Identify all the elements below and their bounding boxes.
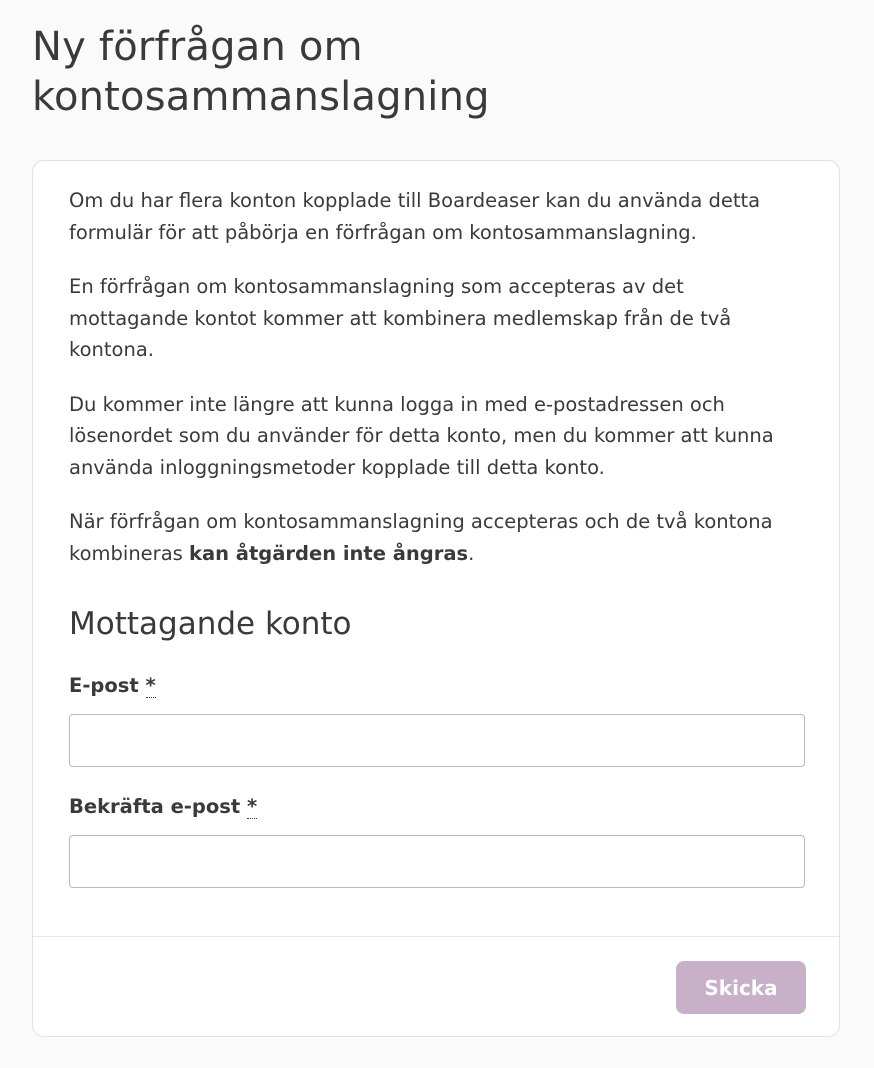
merge-request-card — [32, 160, 840, 1037]
intro-paragraph: Om du har flera konton kopplade till Boardeaser kan du använda detta formulär för att påbörja en förfrågan om kontosammanslagning. — [69, 189, 761, 244]
email-label-text: E-post — [69, 674, 139, 697]
card-footer-divider — [33, 936, 839, 937]
confirm-email-field[interactable] — [69, 835, 805, 888]
card-body — [69, 185, 809, 644]
warning-suffix: . — [468, 541, 475, 565]
required-marker: * — [246, 795, 258, 818]
warning-text: När förfrågan om kontosammanslagning accepteras och de två kontona kombineras — [69, 510, 773, 565]
warning-emphasis: kan åtgärden inte ångras — [189, 541, 469, 565]
confirm-email-label-text: Bekräfta e-post — [69, 795, 241, 818]
section-title: Mottagande konto — [69, 606, 352, 642]
intro-paragraph: En förfrågan om kontosammanslagning som accepteras av det mottagande kontot kommer att kombinera medlemskap från de två kontona. — [69, 275, 732, 361]
warning-paragraph — [69, 506, 809, 569]
confirm-email-label — [69, 794, 257, 820]
submit-button[interactable]: Skicka — [676, 961, 806, 1014]
email-label — [69, 673, 156, 699]
required-marker: * — [145, 674, 156, 697]
page-title: Ny förfrågan om kontosammanslagning — [32, 24, 490, 120]
intro-paragraph: Du kommer inte längre att kunna logga in med e-postadressen och lösenordet som du använder för detta konto, men du kommer att kunna använda inloggningsmetoder kopplade till detta konto. — [69, 392, 774, 479]
email-field[interactable] — [69, 714, 805, 767]
